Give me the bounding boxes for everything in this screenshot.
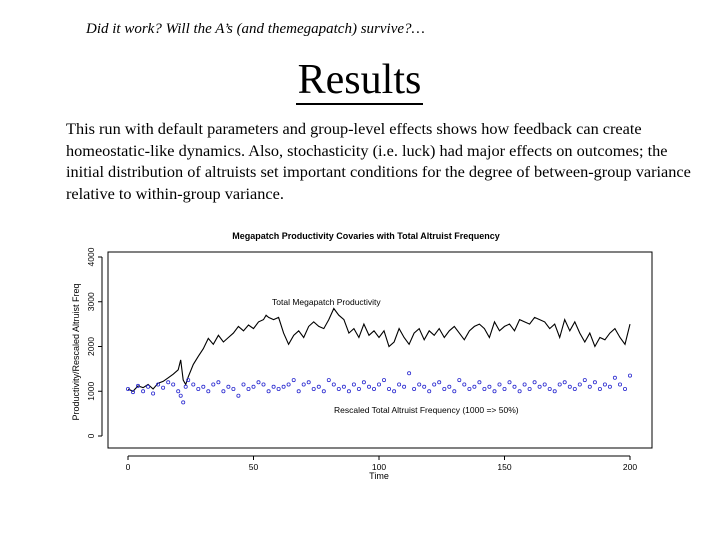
- altruist-frequency-point: [147, 385, 150, 388]
- chart-panel: [66, 215, 655, 482]
- altruist-frequency-point: [317, 385, 320, 388]
- altruist-frequency-point: [423, 385, 426, 388]
- altruist-frequency-point: [327, 379, 330, 382]
- altruist-frequency-point: [312, 387, 315, 390]
- altruist-frequency-point: [593, 381, 596, 384]
- altruist-frequency-point: [528, 387, 531, 390]
- altruist-frequency-point: [458, 379, 461, 382]
- altruist-frequency-point: [192, 383, 195, 386]
- altruist-frequency-point: [433, 383, 436, 386]
- x-tick-label: 150: [497, 462, 512, 472]
- altruist-frequency-point: [393, 390, 396, 393]
- annotation-altruist-frequency: Rescaled Total Altruist Frequency (1000 => 50%): [334, 405, 519, 415]
- y-tick-label: 0: [86, 433, 96, 439]
- altruist-frequency-point: [372, 387, 375, 390]
- altruist-frequency-point: [408, 372, 411, 375]
- altruist-frequency-point: [184, 385, 187, 388]
- altruist-frequency-point: [167, 381, 170, 384]
- altruist-frequency-point: [443, 387, 446, 390]
- altruist-frequency-point: [618, 383, 621, 386]
- slide-title: [0, 56, 719, 104]
- altruist-frequency-point: [493, 390, 496, 393]
- slide-question: Did it work? Will the A’s (and themegapatch) survive?…: [86, 21, 425, 37]
- altruist-frequency-point: [347, 390, 350, 393]
- altruist-frequency-point: [453, 390, 456, 393]
- altruist-frequency-point: [573, 387, 576, 390]
- altruist-frequency-point: [282, 385, 285, 388]
- altruist-frequency-point: [613, 376, 616, 379]
- altruist-frequency-point: [242, 383, 245, 386]
- altruist-frequency-point: [207, 390, 210, 393]
- altruist-frequency-point: [247, 387, 250, 390]
- altruist-frequency-point: [578, 383, 581, 386]
- x-tick-label: 50: [248, 462, 259, 472]
- altruist-frequency-point: [212, 383, 215, 386]
- altruist-frequency-point: [588, 385, 591, 388]
- altruist-frequency-point: [503, 387, 506, 390]
- altruist-frequency-point: [428, 390, 431, 393]
- y-tick-label: 1000: [86, 381, 96, 401]
- altruist-frequency-point: [237, 394, 240, 397]
- altruist-frequency-point: [172, 383, 175, 386]
- altruist-frequency-point: [367, 385, 370, 388]
- altruist-frequency-point: [418, 383, 421, 386]
- x-axis-label: Time: [369, 471, 389, 481]
- altruist-frequency-point: [548, 387, 551, 390]
- altruist-frequency-point: [538, 385, 541, 388]
- productivity-chart: [66, 215, 655, 482]
- altruist-frequency-point: [382, 379, 385, 382]
- altruist-frequency-point: [292, 379, 295, 382]
- altruist-frequency-point: [603, 383, 606, 386]
- altruist-frequency-point: [387, 387, 390, 390]
- altruist-frequency-point: [272, 385, 275, 388]
- altruist-frequency-point: [533, 381, 536, 384]
- altruist-frequency-point: [177, 390, 180, 393]
- y-axis-label: Productivity/Rescaled Altruist Freq: [71, 283, 81, 421]
- altruist-frequency-point: [438, 381, 441, 384]
- body-paragraph: This run with default parameters and group-level effects shows how feedback can create homeostatic-like dynamics. Also, stochasticity (i.e. luck) had major effects on outcomes; the initial distribution of altruists set important conditions for the degree of between-group variance relative to within-group variance.: [66, 119, 691, 203]
- altruist-frequency-point: [352, 383, 355, 386]
- chart-title: Megapatch Productivity Covaries with Total Altruist Frequency: [232, 231, 500, 241]
- altruist-frequency-point: [518, 390, 521, 393]
- productivity-line: [128, 309, 630, 392]
- altruist-frequency-point: [307, 381, 310, 384]
- altruist-frequency-point: [563, 381, 566, 384]
- altruist-frequency-point: [598, 387, 601, 390]
- altruist-frequency-point: [357, 387, 360, 390]
- altruist-frequency-point: [162, 386, 165, 389]
- altruist-frequency-point: [543, 383, 546, 386]
- slide-title-text: Results: [297, 57, 422, 103]
- altruist-frequency-point: [332, 383, 335, 386]
- x-tick-label: 100: [371, 462, 387, 472]
- altruist-frequency-point: [558, 383, 561, 386]
- altruist-frequency-point: [252, 385, 255, 388]
- altruist-frequency-point: [257, 381, 260, 384]
- altruist-frequency-point: [403, 385, 406, 388]
- altruist-frequency-point: [513, 385, 516, 388]
- altruist-frequency-point: [608, 385, 611, 388]
- altruist-frequency-point: [508, 381, 511, 384]
- altruist-frequency-point: [297, 390, 300, 393]
- altruist-frequency-point: [277, 387, 280, 390]
- altruist-frequency-point: [337, 387, 340, 390]
- altruist-frequency-point: [222, 390, 225, 393]
- altruist-frequency-point: [202, 385, 205, 388]
- altruist-frequency-point: [488, 385, 491, 388]
- altruist-frequency-point: [523, 383, 526, 386]
- altruist-frequency-point: [483, 387, 486, 390]
- altruist-frequency-point: [583, 379, 586, 382]
- altruist-frequency-point: [197, 387, 200, 390]
- altruist-frequency-point: [628, 374, 631, 377]
- annotation-productivity: Total Megapatch Productivity: [272, 297, 381, 307]
- x-tick-label: 0: [125, 462, 131, 472]
- altruist-frequency-point: [478, 381, 481, 384]
- altruist-frequency-point: [322, 390, 325, 393]
- altruist-frequency-point: [182, 401, 185, 404]
- altruist-frequency-point: [179, 394, 182, 397]
- y-tick-label: 4000: [86, 247, 96, 267]
- altruist-frequency-point: [498, 383, 501, 386]
- altruist-frequency-point: [463, 383, 466, 386]
- y-tick-label: 2000: [86, 337, 96, 356]
- plot-frame: [108, 252, 652, 448]
- altruist-frequency-point: [302, 383, 305, 386]
- x-tick-label: 200: [622, 462, 638, 472]
- altruist-frequency-point: [267, 390, 270, 393]
- altruist-frequency-point: [342, 385, 345, 388]
- altruist-frequency-point: [227, 385, 230, 388]
- altruist-frequency-point: [473, 385, 476, 388]
- altruist-frequency-point: [413, 387, 416, 390]
- altruist-frequency-point: [152, 392, 155, 395]
- altruist-frequency-point: [287, 383, 290, 386]
- altruist-frequency-point: [232, 387, 235, 390]
- altruist-frequency-point: [553, 390, 556, 393]
- altruist-frequency-point: [568, 385, 571, 388]
- altruist-frequency-point: [623, 387, 626, 390]
- altruist-frequency-point: [377, 383, 380, 386]
- altruist-frequency-point: [217, 381, 220, 384]
- altruist-frequency-point: [448, 385, 451, 388]
- y-tick-label: 3000: [86, 292, 96, 312]
- altruist-frequency-point: [362, 381, 365, 384]
- altruist-frequency-point: [468, 387, 471, 390]
- altruist-frequency-point: [398, 383, 401, 386]
- altruist-frequency-point: [262, 383, 265, 386]
- altruist-frequency-point: [142, 390, 145, 393]
